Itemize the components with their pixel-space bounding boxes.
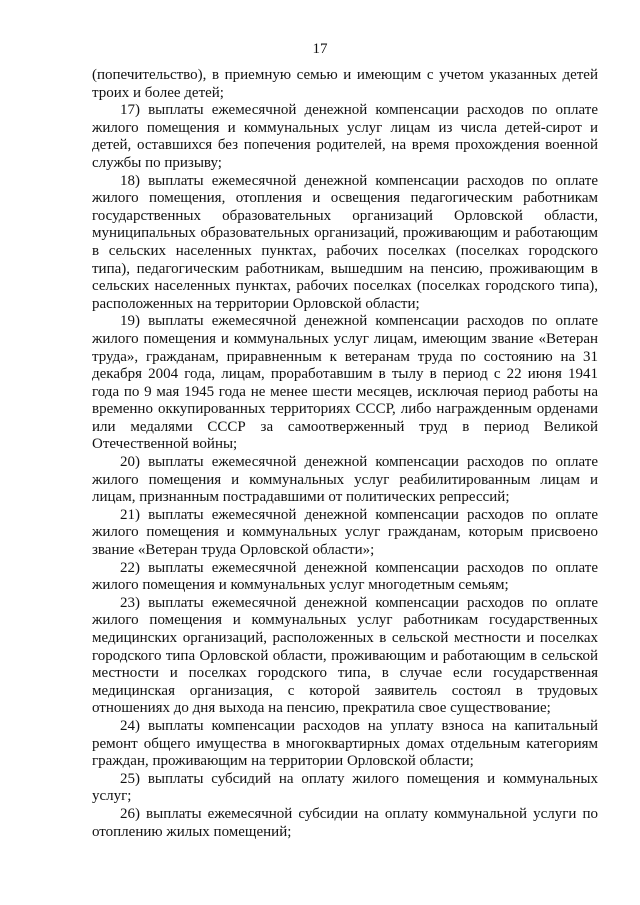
paragraph-item-20: 20) выплаты ежемесячной денежной компенсации расходов по оплате жилого помещения и коммунальных услуг реабилитированным лицам и лицам, признанным пострадавшими от политических репрессий; (92, 454, 598, 506)
paragraph-item-17: 17) выплаты ежемесячной денежной компенсации расходов по оплате жилого помещения и коммунальных услуг лицам из числа детей-сирот и детей, оставшихся без попечения родителей, на время прохождения военной службы по призыву; (92, 102, 598, 171)
paragraph-item-22: 22) выплаты ежемесячной денежной компенсации расходов по оплате жилого помещения и коммунальных услуг многодетным семьям; (92, 559, 598, 594)
paragraph-item-18: 18) выплаты ежемесячной денежной компенсации расходов по оплате жилого помещения, отопления и освещения педагогическим работникам государственных образовательных организаций Орловской области, муниципальных образовательных организаций, проживающим и работающим в сельских населенных пунктах, рабочих поселках (поселках городского типа), педагогическим работникам, вышедшим на пенсию, проживающим в сельских населенных пунктах, рабочих поселках (поселках городского типа), расположенных на территории Орловской области; (92, 172, 598, 312)
paragraph-continuation: (попечительство), в приемную семью и имеющим с учетом указанных детей троих и более детей; (92, 67, 598, 101)
paragraph-item-26: 26) выплаты ежемесячной субсидии на оплату коммунальной услуги по отоплению жилых помещений; (92, 805, 598, 840)
paragraph-item-23: 23) выплаты ежемесячной денежной компенсации расходов по оплате жилого помещения и коммунальных услуг работникам государственных медицинских организаций, расположенных в сельской местности и поселках городского типа Орловской области, проживающим и работающим в сельской местности и поселках городского типа, в случае если государственная медицинская организация, с которой заявитель состоял в трудовых отношениях до дня выхода на пенсию, прекратила свое существование; (92, 594, 598, 717)
paragraph-item-21: 21) выплаты ежемесячной денежной компенсации расходов по оплате жилого помещения и коммунальных услуг гражданам, которым присвоено звание «Ветеран труда Орловской области»; (92, 506, 598, 559)
paragraph-item-19: 19) выплаты ежемесячной денежной компенсации расходов по оплате жилого помещения и коммунальных услуг лицам, имеющим звание «Ветеран труда», гражданам, приравненным к ветеранам труда по состоянию на 31 декабря 2004 года, лицам, проработавшим в тылу в период с 22 июня 1941 года по 9 мая 1945 года не менее шести месяцев, исключая период работы на временно оккупированных территориях СССР, либо награжденным орденами или медалями СССР за самоотверженный труд в период Великой Отечественной войны; (92, 313, 598, 453)
paragraph-item-24: 24) выплаты компенсации расходов на уплату взноса на капитальный ремонт общего имущества в многоквартирных домах отдельным категориям граждан, проживающим на территории Орловской области; (92, 717, 598, 770)
page-number: 17 (312, 41, 328, 57)
document-body (92, 67, 598, 841)
paragraph-item-25: 25) выплаты субсидий на оплату жилого помещения и коммунальных услуг; (92, 770, 598, 805)
